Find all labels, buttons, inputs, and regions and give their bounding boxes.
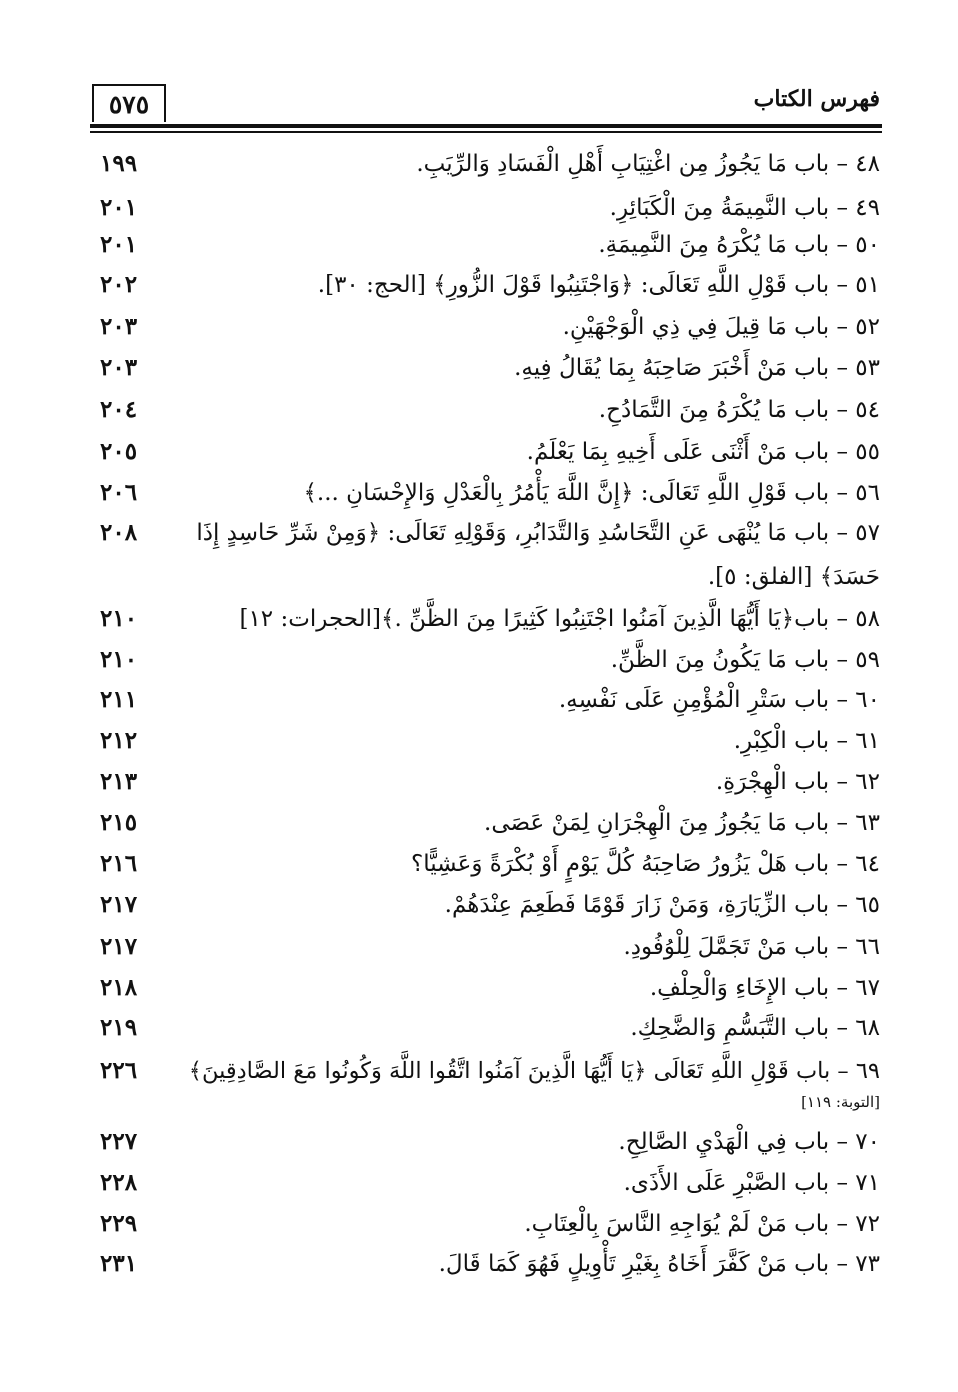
toc-page-number: ٢١٥ [100, 809, 138, 836]
toc-entry-text: ٦٧ – باب الإِخَاءِ وَالْحِلْفِ. [649, 975, 880, 1001]
toc-entry-text: ٦١ – باب الْكِبْرِ. [733, 728, 880, 754]
toc-entry-text: ٥٣ – باب مَنْ أَخْبَرَ صَاحِبَهُ بِمَا يُقَالُ فِيهِ. [514, 355, 880, 381]
toc-page-number: ٢٢٩ [100, 1210, 138, 1237]
toc-page-number: ٢٢٦ [100, 1057, 138, 1084]
toc-page-number: ٢١٦ [100, 850, 138, 877]
toc-entry-text: ٦٥ – باب الزِّيَارَةِ، وَمَنْ زَارَ قَوْمًا فَطَعِمَ عِنْدَهُمْ. [444, 892, 880, 918]
toc-entry-text: ٥٦ – باب قَوْلِ اللَّهِ تَعَالَى: ﴿إِنَّ اللَّهَ يَأْمُرُ بِالْعَدْلِ وَالإِحْسَانِ ...﴾ [303, 480, 880, 506]
toc-entry-text: ٧٠ – باب فِي الْهَدْيِ الصَّالِحِ. [618, 1129, 880, 1155]
toc-entry-text: ٥٢ – باب مَا قِيلَ فِي ذِي الْوَجْهَيْنِ. [562, 314, 880, 340]
toc-entry-text: ٦٠ – باب سَتْرِ الْمُؤْمِنِ عَلَى نَفْسِهِ. [558, 687, 880, 713]
toc-page-number: ٢٣١ [100, 1250, 138, 1277]
toc-entry-text: ٥٠ – باب مَا يُكْرَهُ مِنَ النَّمِيمَةِ. [598, 232, 880, 258]
toc-entry-text: ٥٥ – باب مَنْ أَثْنَى عَلَى أَخِيهِ بِمَا يَعْلَمُ. [526, 439, 880, 465]
toc-page-number: ٢١٣ [100, 768, 138, 795]
toc-page-number: ٢١٠ [100, 605, 138, 632]
toc-page-number: ٢١٢ [100, 727, 138, 754]
toc-entry-text: ٧٣ – باب مَنْ كَفَّرَ أَخَاهُ بِغَيْرِ تَأْوِيلٍ فَهُوَ كَمَا قَالَ. [438, 1251, 880, 1277]
toc-page-number: ٢١٧ [100, 933, 138, 960]
toc-entry-text: ٧١ – باب الصَّبْرِ عَلَى الأَذَى. [623, 1170, 880, 1196]
toc-page-number: ٢٢٧ [100, 1128, 138, 1155]
toc-entry-text: ٦٩ – باب قَوْلِ اللَّهِ تَعَالَى ﴿يَا أَيُّهَا الَّذِينَ آمَنُوا اتَّقُوا اللَّهَ وَكُونُوا مَعَ الصَّادِقِينَ﴾ [188, 1058, 880, 1084]
toc-page-number: ٢٠٢ [100, 271, 138, 298]
toc-entry-text: ٥٩ – باب مَا يَكُونُ مِنَ الظَّنِّ. [610, 647, 880, 673]
toc-page-number: ٢١٧ [100, 891, 138, 918]
toc-page-number: ٢٠٤ [100, 396, 138, 423]
toc-page-number: ٢٠٨ [100, 519, 138, 546]
toc-entry-text: ٦٤ – باب هَلْ يَزُورُ صَاحِبَهُ كُلَّ يَوْمٍ أَوْ بُكْرَةً وَعَشِيًّا؟ [410, 851, 880, 877]
toc-entry-text: ٧٢ – باب مَنْ لَمْ يُوَاجِهِ النَّاسَ بِالْعِتَابِ. [524, 1211, 880, 1237]
toc-entry-text: ٦٨ – باب التَّبَسُّمِ وَالضَّحِكِ. [630, 1015, 880, 1041]
toc-page-number: ٢١٠ [100, 646, 138, 673]
toc-entry-continuation: حَسَدَ﴾ [الفلق: ٥]. [707, 564, 880, 590]
toc-page-number: ١٩٩ [100, 150, 138, 177]
toc-page-number: ٢٠٣ [100, 354, 138, 381]
toc-entry-text: ٤٨ – باب مَا يَجُوزُ مِن اغْتِيَابِ أَهْلِ الْفَسَادِ وَالرِّيَبِ. [416, 151, 880, 177]
toc-page-number: ٢٠٣ [100, 313, 138, 340]
toc-page-number: ٢١٩ [100, 1014, 138, 1041]
toc-entry-text: ٤٩ – باب النَّمِيمَةُ مِنَ الْكَبَائِرِ. [609, 195, 880, 221]
toc-page-number: ٢٠١ [100, 194, 138, 221]
toc-page-number: ٢٠١ [100, 231, 138, 258]
toc-page-number: ٢١٨ [100, 974, 138, 1001]
toc-page-number: ٢٢٨ [100, 1169, 138, 1196]
toc-page-number: ٢١١ [100, 686, 138, 713]
toc-entry-text: ٦٢ – باب الْهِجْرَةِ. [715, 769, 880, 795]
toc-entry-text: ٥١ – باب قَوْلِ اللَّهِ تَعَالَى: ﴿وَاجْتَنِبُوا قَوْلَ الزُّورِ﴾ [الحج: ٣٠]. [317, 272, 880, 298]
toc-entry-text: ٦٣ – باب مَا يَجُوزُ مِنَ الْهِجْرَانِ لِمَنْ عَصَى. [484, 810, 880, 836]
toc-entry-text: ٦٦ – باب مَنْ تَجَمَّلَ لِلْوُفُودِ. [623, 934, 880, 960]
toc-entry-continuation: [التوبة: ١١٩] [801, 1093, 880, 1111]
toc-page-number: ٢٠٦ [100, 479, 138, 506]
page-number: ٥٧٥ [92, 84, 166, 122]
toc-entry-text: ٥٨ – باب﴿يَا أَيُّهَا الَّذِينَ آمَنُوا اجْتَنِبُوا كَثِيرًا مِنَ الظَّنِّ .﴾[الحجرات: ١٢] [239, 606, 880, 632]
toc-entry-text: ٥٧ – باب مَا يُنْهَى عَنِ التَّحَاسُدِ وَالتَّدَابُرِ، وَقَوْلِهِ تَعَالَى: ﴿وَمِنْ شَرِّ حَاسِدٍ إِذَا [196, 520, 880, 546]
toc-entry-text: ٥٤ – باب مَا يُكْرَهُ مِنَ التَّمَادُحِ. [598, 397, 880, 423]
toc-page-number: ٢٠٥ [100, 438, 138, 465]
running-title: فهرس الكتاب [753, 86, 880, 112]
